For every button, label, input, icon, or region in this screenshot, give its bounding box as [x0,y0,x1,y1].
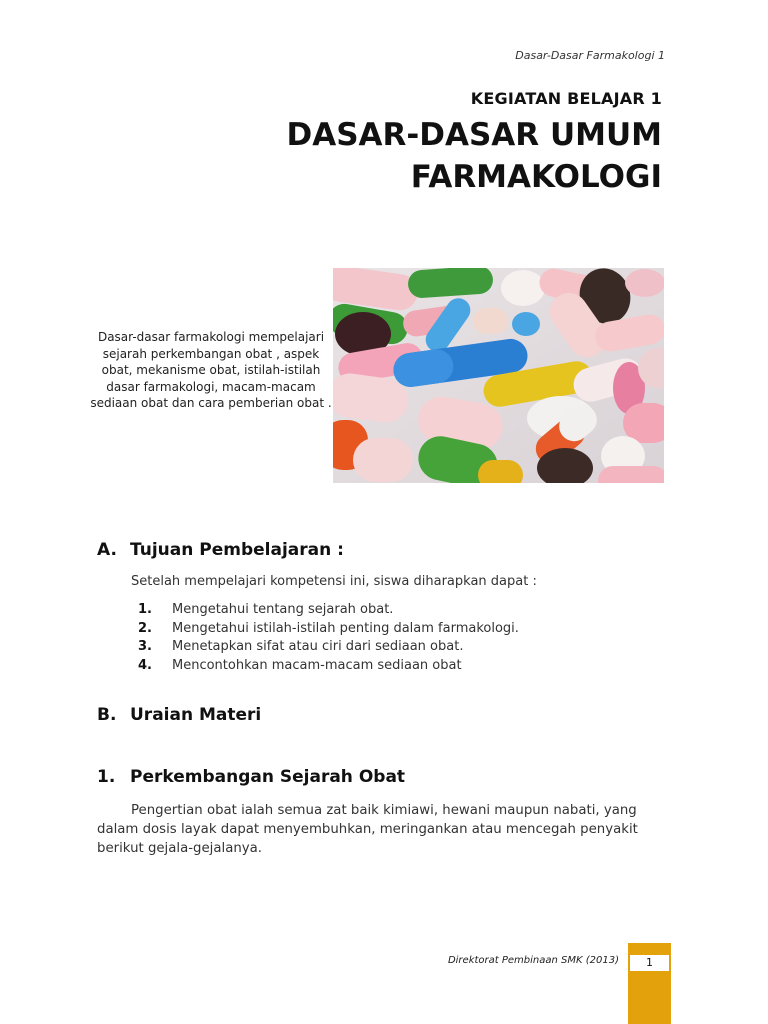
section-a-heading [97,540,344,560]
list-item-number: 2. [138,620,152,636]
list-item-text: Mencontohkan macam-macam sediaan obat [172,658,462,674]
subsection-1-title: Perkembangan Sejarah Obat [130,767,406,787]
section-a-marker: A. [97,540,117,560]
title-line-1: DASAR-DASAR UMUM [286,117,662,153]
list-item-text: Mengetahui istilah-istilah penting dalam farmakologi. [172,620,519,636]
footer-publisher: Direktorat Pembinaan SMK (2013) [447,955,619,966]
body-paragraph [97,801,667,858]
list-item-number: 3. [138,639,152,655]
list-item-number: 1. [138,602,152,617]
page-tab [628,943,671,1024]
pills-photo [333,268,664,483]
page-number: 1 [630,955,669,971]
activity-label: KEGIATAN BELAJAR 1 [470,89,662,108]
list-item [138,638,519,657]
section-a-title: Tujuan Pembelajaran : [130,540,344,560]
list-item [138,601,519,620]
subsection-1-marker: 1. [97,767,116,787]
list-item-number: 4. [138,658,152,674]
objectives-list [138,601,519,676]
list-item-text: Menetapkan sifat atau ciri dari sediaan obat. [172,639,464,655]
body-paragraph-text: Pengertian obat ialah semua zat baik kimiawi, hewani maupun nabati, yang dalam dosis layak dapat menyembuhkan, meringankan atau mencegah penyakit berikut gejala-gejalanya. [97,803,638,856]
section-b-marker: B. [97,705,117,725]
list-item [138,657,519,676]
intro-summary: Dasar-dasar farmakologi mempelajari sejarah perkembangan obat , aspek obat, mekanisme obat, istilah-istilah dasar farmakologi, macam-macam sediaan obat dan cara pemberian obat . [90,330,332,410]
section-b-title: Uraian Materi [130,705,262,725]
title-line-2: FARMAKOLOGI [410,159,662,195]
page-title [242,114,662,198]
objectives-intro: Setelah mempelajari kompetensi ini, siswa diharapkan dapat : [131,574,537,589]
section-b-heading [97,705,261,725]
running-header: Dasar-Dasar Farmakologi 1 [515,49,665,62]
subsection-1-heading [97,767,405,787]
list-item-text: Mengetahui tentang sejarah obat. [172,602,394,617]
list-item [138,620,519,639]
